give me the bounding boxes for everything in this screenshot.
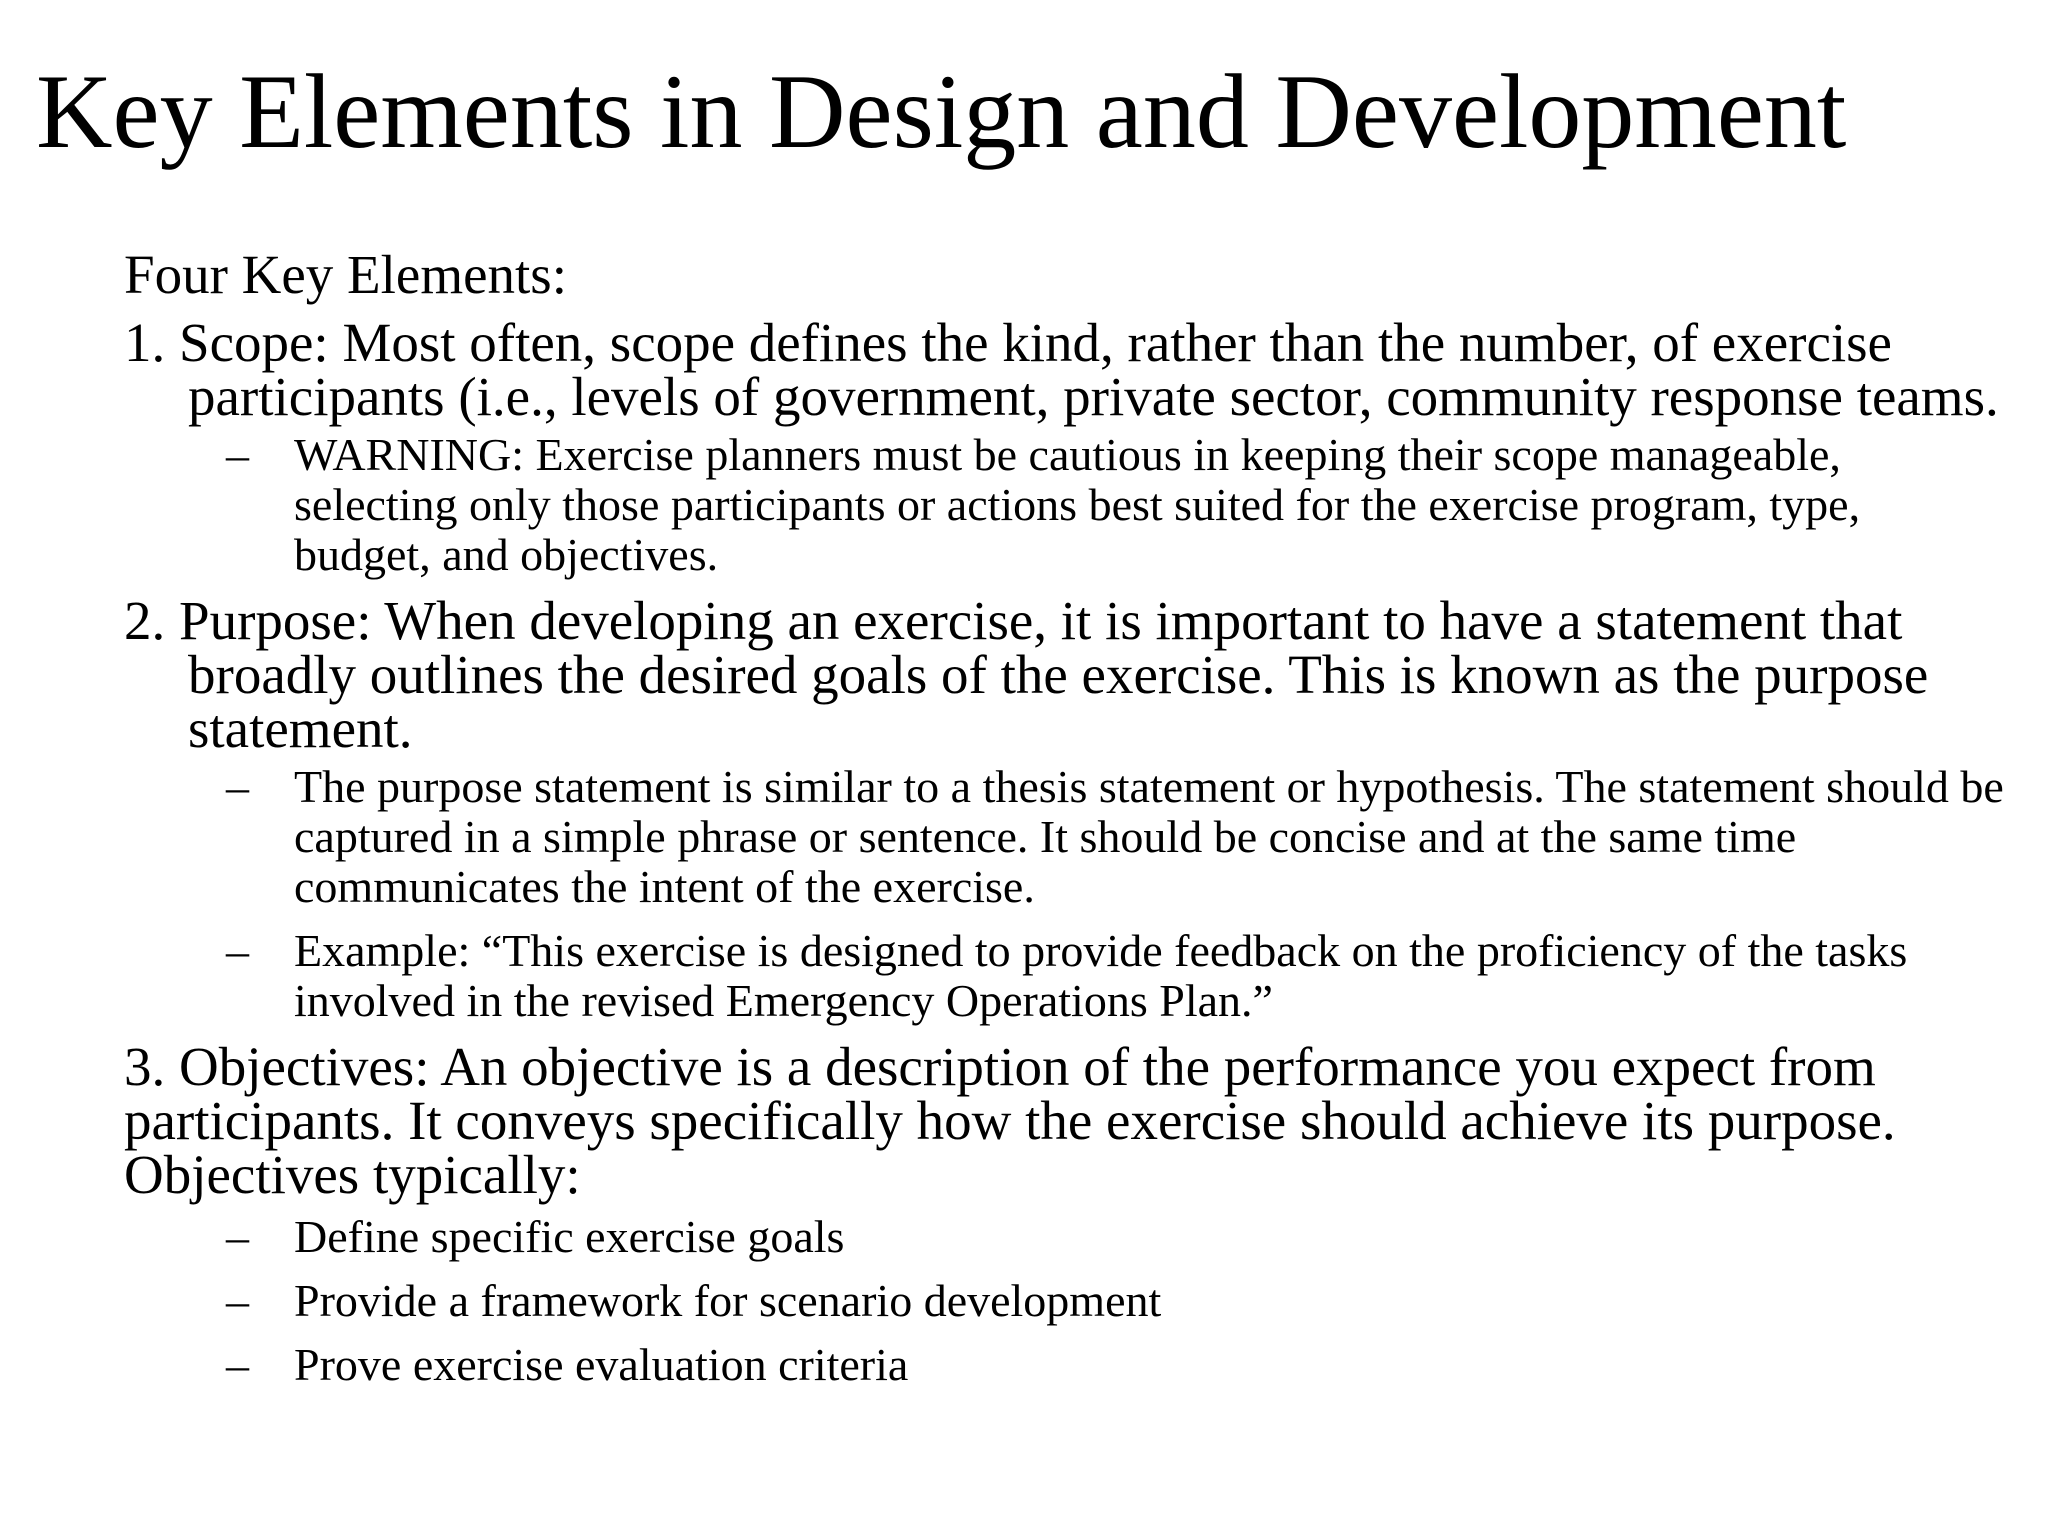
- dash-bullet: –: [226, 925, 249, 976]
- subitem-text: Prove exercise evaluation criteria: [294, 1339, 909, 1390]
- subitem-text: The purpose statement is similar to a thesis statement or hypothesis. The statement should be captured in a simple phrase or sentence. It should be concise and at the same time communicates the intent of the exercise.: [294, 761, 2004, 912]
- item-objectives: 3. Objectives: An objective is a description of the performance you expect from participants. It conveys specifically how the exercise should achieve its purpose. Objectives typically:: [124, 1036, 1896, 1205]
- dash-bullet: –: [226, 761, 249, 812]
- purpose-subitems: [124, 762, 2004, 1026]
- subitem-objective-framework: [124, 1276, 2004, 1326]
- subitem-text: Define specific exercise goals: [294, 1211, 845, 1262]
- objectives-subitems: [124, 1212, 2004, 1390]
- dash-bullet: –: [226, 429, 249, 480]
- dash-bullet: –: [226, 1275, 249, 1326]
- dash-bullet: –: [226, 1339, 249, 1390]
- slide-body: [124, 244, 2004, 1404]
- subitem-scope-warning: [124, 430, 2004, 580]
- item-scope: 1. Scope: Most often, scope defines the kind, rather than the number, of exercise participants (i.e., levels of government, private sector, community response teams.: [124, 312, 1999, 427]
- subitem-text: WARNING: Exercise planners must be cautious in keeping their scope manageable, selecting only those participants or actions best suited for the exercise program, type, budget, and objectives.: [294, 429, 1861, 580]
- subitem-purpose-example: [124, 926, 2004, 1026]
- dash-bullet: –: [226, 1211, 249, 1262]
- intro-text: Four Key Elements:: [124, 244, 567, 305]
- subitem-purpose-statement: [124, 762, 2004, 912]
- subitem-objective-criteria: [124, 1340, 2004, 1390]
- scope-subitems: [124, 430, 2004, 580]
- subitem-text: Example: “This exercise is designed to provide feedback on the proficiency of the tasks involved in the revised Emergency Operations Plan.”: [294, 925, 1908, 1026]
- subitem-text: Provide a framework for scenario development: [294, 1275, 1162, 1326]
- subitem-objective-goals: [124, 1212, 2004, 1262]
- slide-title: Key Elements in Design and Development: [36, 53, 1847, 170]
- item-purpose: 2. Purpose: When developing an exercise, it is important to have a statement that broadly outlines the desired goals of the exercise. This is known as the purpose statement.: [124, 590, 1929, 759]
